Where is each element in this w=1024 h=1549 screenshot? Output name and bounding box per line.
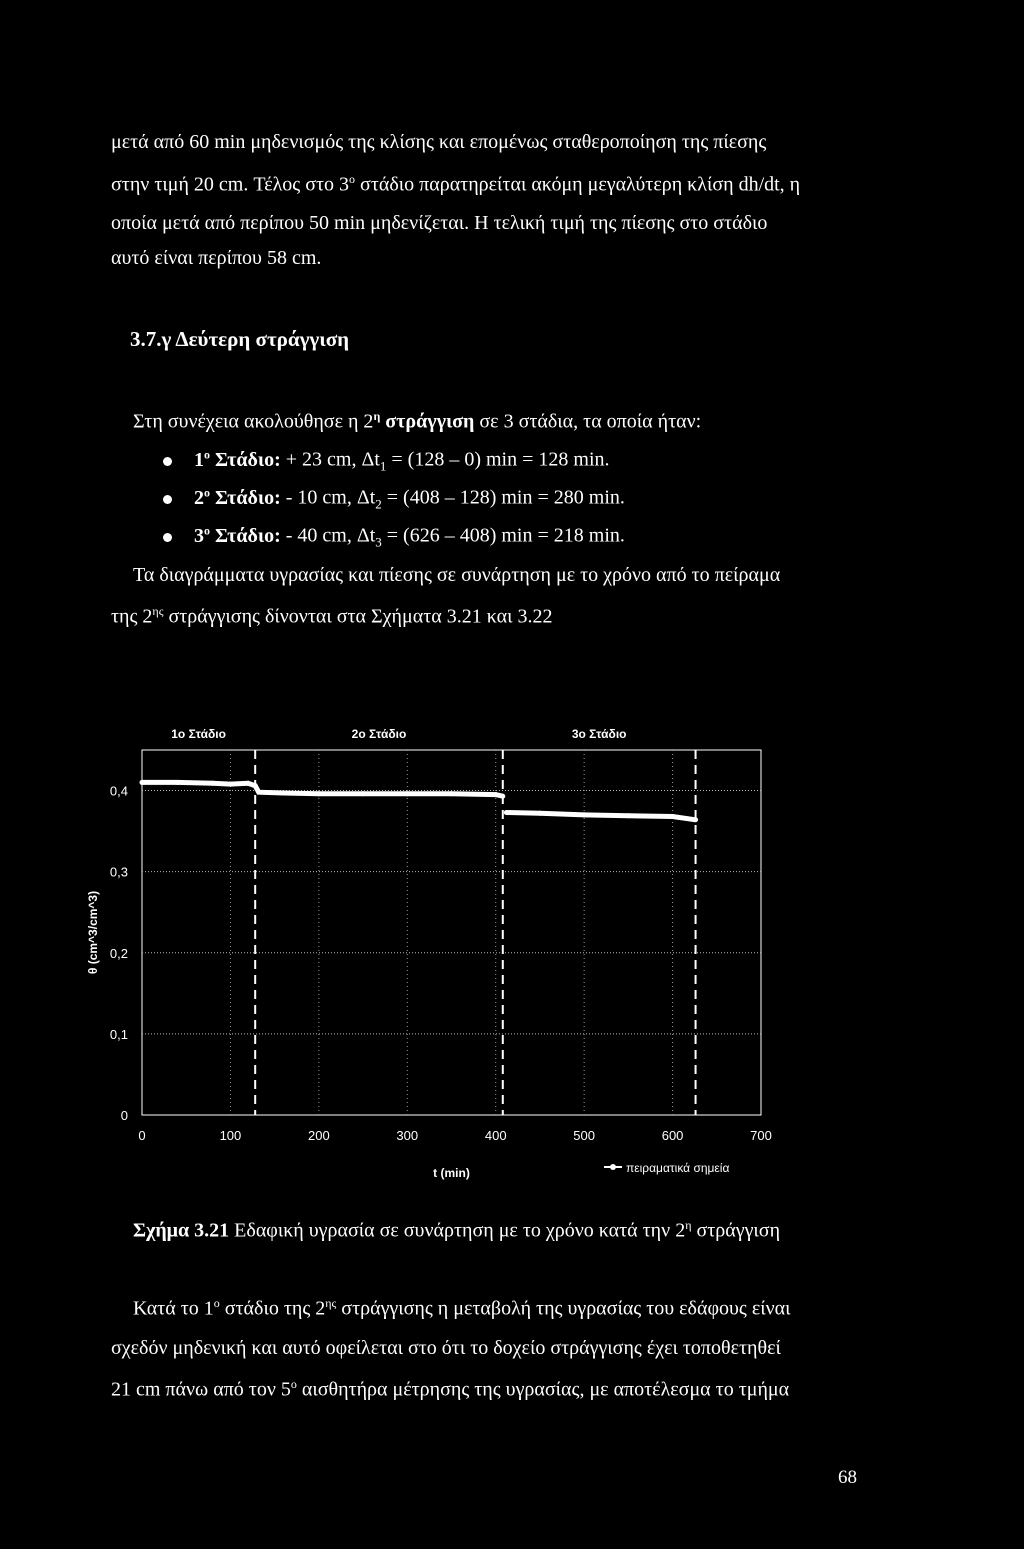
plot-area [142,750,761,1115]
stage-item-1: $1^o$ Στάδιο: + 23 cm, $\Delta t_1 = (128 - 0) \min = 128$ min. [163,447,610,475]
data-point [500,794,505,799]
data-point [228,782,233,787]
x-tick-label: 400 [484,1128,507,1143]
intro-line-1: μετά από 60 min μηδενισμός της κλίσης και επομένως σταθεροποίηση της πίεσης [111,131,767,153]
intro-line-4: αυτό είναι περίπου 58 cm. [111,247,322,269]
data-point [140,780,145,785]
data-point [582,812,587,817]
data-series-line [142,782,503,796]
y-tick-label: 0,1 [109,1026,128,1042]
x-tick-label: 700 [750,1128,772,1143]
y-tick-label: 0 [120,1108,128,1123]
stage-label: 3o Στάδιο [571,727,627,741]
x-tick-label: 600 [661,1128,684,1143]
data-point [405,791,410,796]
intro-line-3: οποία μετά από περίπου 50 min μηδενίζεται. Η τελική τιμή της πίεσης στο στάδιο [111,212,768,234]
y-axis-label: θ (cm^3/cm^3) [86,890,100,975]
para3-line-2: σχεδόν μηδενική και αυτό οφείλεται στο ότι το δοχείο στράγγισης έχει τοποθετηθεί [111,1337,781,1359]
x-tick-label: 500 [573,1128,595,1143]
data-point [361,791,366,796]
intro-line-2: στην τιμή 20 cm. Τέλος στο $3^o$ στάδιο παρατηρείται ακόμη μεγαλύτερη κλίση dh/dt, η [111,172,801,196]
x-tick-label: 200 [308,1128,330,1143]
data-point [316,791,321,796]
data-point [626,813,631,818]
stage-label: 1o Στάδιο [171,727,226,741]
lead-sentence: Στη συνέχεια ακολούθησε η $2^\eta$ στράγγιση σε 3 στάδια, τα οποία ήταν: [133,409,702,433]
data-series-line [506,813,695,820]
data-point [504,810,509,815]
bullet-icon [163,495,172,504]
data-point [246,781,251,786]
data-point [693,817,698,822]
section-heading: 3.7.γ Δεύτερη στράγγιση [130,327,350,351]
bullet-icon [163,533,172,542]
x-tick-label: 100 [219,1128,242,1143]
data-point [281,790,286,795]
para3-line-1: Κατά το $1^o$ στάδιο της $2^{\eta\varsigma}$ στράγγισης η μεταβολή της υγρασίας του εδάφους είναι [133,1296,791,1320]
legend-label: πειραματικά σημεία [626,1161,730,1175]
x-axis-label: t (min) [433,1166,470,1180]
x-tick-label: 300 [396,1128,419,1143]
page-number: 68 [838,1467,857,1488]
legend-marker-icon [610,1164,616,1170]
x-tick-label: 0 [138,1128,146,1143]
stage-label: 2o Στάδιο [351,727,407,741]
y-tick-label: 0,3 [109,864,128,880]
data-point [493,792,498,797]
stage-item-3: $3^o$ Στάδιο: - 40 cm, $\Delta t_3 = (626 - 408) \min = 218$ min. [163,523,625,551]
para2-line-2: της $2^{\eta\varsigma}$ στράγγισης δίνονται στα Σχήματα 3.21 και 3.22 [111,604,553,628]
para2-line-1: Τα διαγράμματα υγρασίας και πίεσης σε συνάρτηση με το χρόνο από το πείραμα [133,564,781,586]
data-point [537,811,542,816]
data-point [670,814,675,819]
stage-item-2: $2^o$ Στάδιο: - 10 cm, $\Delta t_2 = (408 - 128) \min = 280$ min. [163,485,625,513]
data-point [253,783,258,788]
data-point [256,790,261,795]
bullet-icon [163,457,172,466]
moisture-chart [0,710,1024,1190]
data-point [210,781,215,786]
y-tick-label: 0,2 [109,945,128,961]
data-point [449,791,454,796]
figure-caption: Σχήμα 3.21 Εδαφική υγρασία σε συνάρτηση με το χρόνο κατά την $2^\eta$ στράγγιση [133,1218,781,1242]
y-tick-label: 0,4 [109,783,128,799]
data-point [175,780,180,785]
para3-line-3: 21 cm πάνω από τον $5^o$ αισθητήρα μέτρησης της υγρασίας, με αποτέλεσμα το τμήμα [111,1377,790,1401]
